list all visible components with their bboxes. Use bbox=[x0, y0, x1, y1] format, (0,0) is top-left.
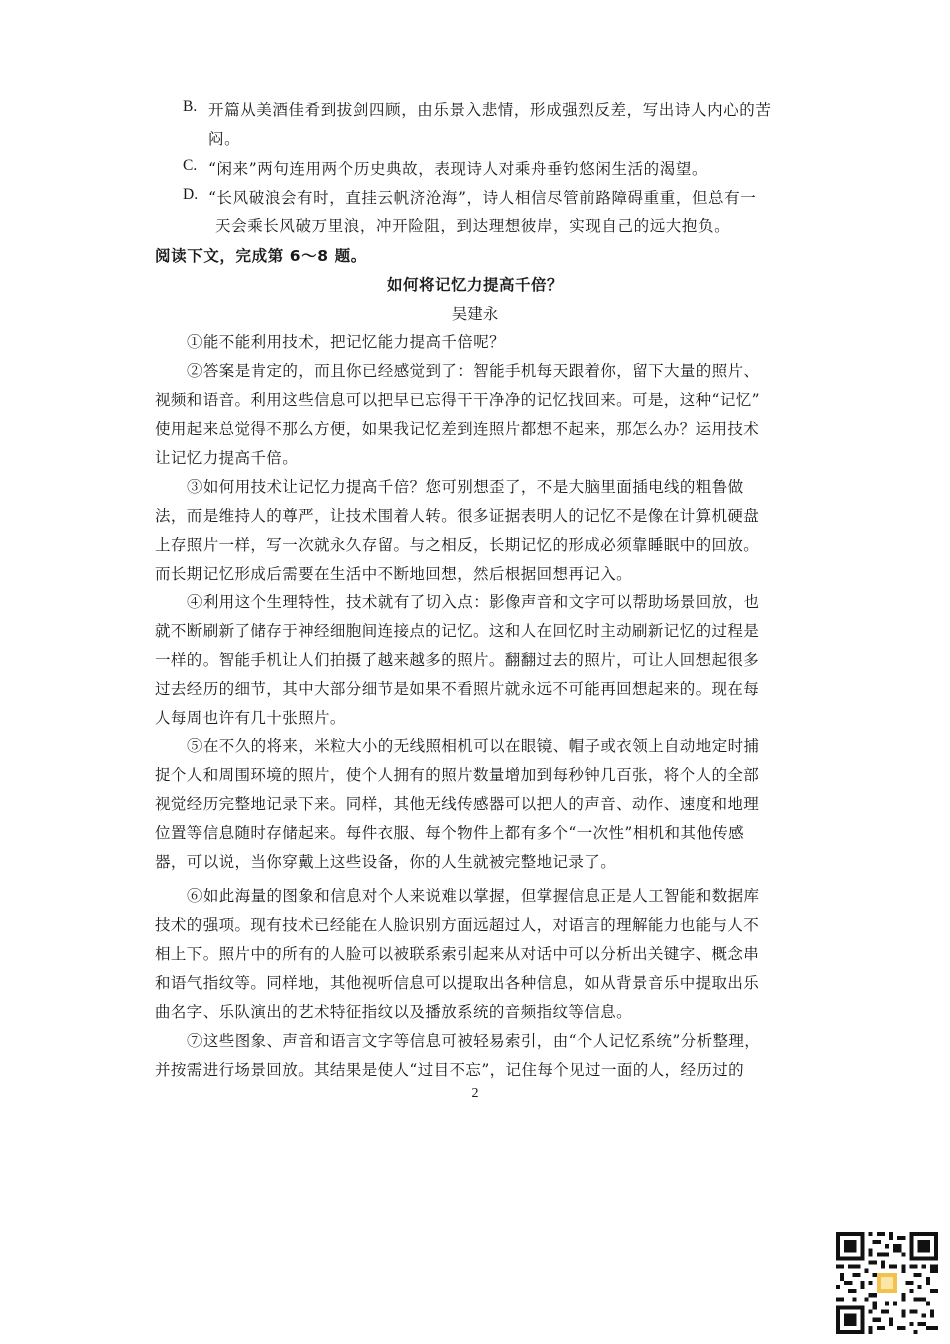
reading-instruction: 阅读下文，完成第 6～8 题。 bbox=[155, 247, 367, 265]
paragraph-6-line: 和语气指纹等。同样地，其他视听信息可以提取出各种信息，如从背景音乐中提取出乐 bbox=[155, 974, 760, 992]
option-d-letter: D. bbox=[183, 186, 199, 203]
article-title: 如何将记忆力提高千倍？ bbox=[386, 276, 563, 294]
paragraph-3-line: 而长期记忆形成后需要在生活中不断地回想，然后根据回想再记入。 bbox=[155, 565, 633, 583]
paragraph-3-line: 法，而是维持人的尊严，让技术围着人转。很多证据表明人的记忆不是像在计算机硬盘 bbox=[155, 507, 760, 525]
option-d-line-1: “长风破浪会有时，直挂云帆济沧海”，诗人相信尽管前路障碍重重，但总有一 bbox=[208, 189, 757, 207]
paragraph-5-line: 视觉经历完整地记录下来。同样，其他无线传感器可以把人的声音、动作、速度和地理 bbox=[155, 795, 760, 813]
paragraph-5-line: 捉个人和周围环境的照片，使个人拥有的照片数量增加到每秒钟几百张，将个人的全部 bbox=[155, 766, 760, 784]
option-b-line-2: 闷。 bbox=[208, 130, 241, 148]
paragraph-7-line: ⑦这些图象、声音和语言文字等信息可被轻易索引，由“个人记忆系统”分析整理， bbox=[187, 1032, 761, 1050]
page-number: 2 bbox=[471, 1086, 479, 1101]
paragraph-5-line: 位置等信息随时存储起来。每件衣服、每个物件上都有多个“一次性”相机和其他传感 bbox=[155, 824, 745, 842]
paragraph-6-line: 技术的强项。现有技术已经能在人脸识别方面远超过人，对语言的理解能力也能与人不 bbox=[155, 916, 760, 934]
paragraph-5-line: 器，可以说，当你穿戴上这些设备，你的人生就被完整地记录了。 bbox=[155, 853, 617, 871]
paragraph-6-line: 曲名字、乐队演出的艺术特征指纹以及播放系统的音频指纹等信息。 bbox=[155, 1003, 633, 1021]
article-author: 吴建永 bbox=[451, 305, 499, 323]
paragraph-3-line: ③如何用技术让记忆力提高千倍？您可别想歪了，不是大脑里面插电线的粗鲁做 bbox=[187, 478, 744, 496]
option-c-letter: C. bbox=[183, 157, 198, 174]
option-c-line-1: “闲来”两句连用两个历史典故，表现诗人对乘舟垂钓悠闲生活的渴望。 bbox=[208, 160, 709, 178]
option-b-line-1: 开篇从美酒佳肴到拔剑四顾，由乐景入悲情，形成强烈反差，写出诗人内心的苦 bbox=[208, 101, 772, 119]
qr-code-icon bbox=[836, 1232, 938, 1334]
paragraph-7-line: 并按需进行场景回放。其结果是使人“过目不忘”，记住每个见过一面的人，经历过的 bbox=[155, 1061, 745, 1079]
paragraph-2-line: 使用起来总觉得不那么方便，如果我记忆差到连照片都想不起来，那怎么办？运用技术 bbox=[155, 420, 760, 438]
paragraph-4-line: 人每周也许有几十张照片。 bbox=[155, 709, 346, 727]
paragraph-2-line: 让记忆力提高千倍。 bbox=[155, 449, 299, 467]
paragraph-6-line: ⑥如此海量的图象和信息对个人来说难以掌握，但掌握信息正是人工智能和数据库 bbox=[187, 887, 760, 905]
paragraph-4-line: ④利用这个生理特性，技术就有了切入点：影像声音和文字可以帮助场景回放，也 bbox=[187, 593, 760, 611]
paragraph-5-line: ⑤在不久的将来，米粒大小的无线照相机可以在眼镜、帽子或衣领上自动地定时捕 bbox=[187, 737, 760, 755]
paragraph-6-line: 相上下。照片中的所有的人脸可以被联系索引起来从对话中可以分析出关键字、概念串 bbox=[155, 945, 760, 963]
option-b-letter: B. bbox=[183, 98, 198, 115]
paragraph-4-line: 就不断刷新了储存于神经细胞间连接点的记忆。这和人在回忆时主动刷新记忆的过程是 bbox=[155, 622, 760, 640]
paragraph-4-line: 过去经历的细节，其中大部分细节是如果不看照片就永远不可能再回想起来的。现在每 bbox=[155, 680, 760, 698]
paragraph-1-line: ①能不能利用技术，把记忆能力提高千倍呢？ bbox=[187, 333, 506, 351]
option-d-line-2: 天会乘长风破万里浪，冲开险阻，到达理想彼岸，实现自己的远大抱负。 bbox=[215, 217, 731, 235]
paragraph-2-line: 视频和语音。利用这些信息可以把早已忘得干干净净的记忆找回来。可是，这种“记忆” bbox=[155, 391, 760, 409]
paragraph-4-line: 一样的。智能手机让人们拍摄了越来越多的照片。翻翻过去的照片，可让人回想起很多 bbox=[155, 651, 760, 669]
paragraph-3-line: 上存照片一样，写一次就永久存留。与之相反，长期记忆的形成必须靠睡眠中的回放。 bbox=[155, 536, 760, 554]
paragraph-2-line: ②答案是肯定的，而且你已经感觉到了：智能手机每天跟着你，留下大量的照片、 bbox=[187, 362, 760, 380]
